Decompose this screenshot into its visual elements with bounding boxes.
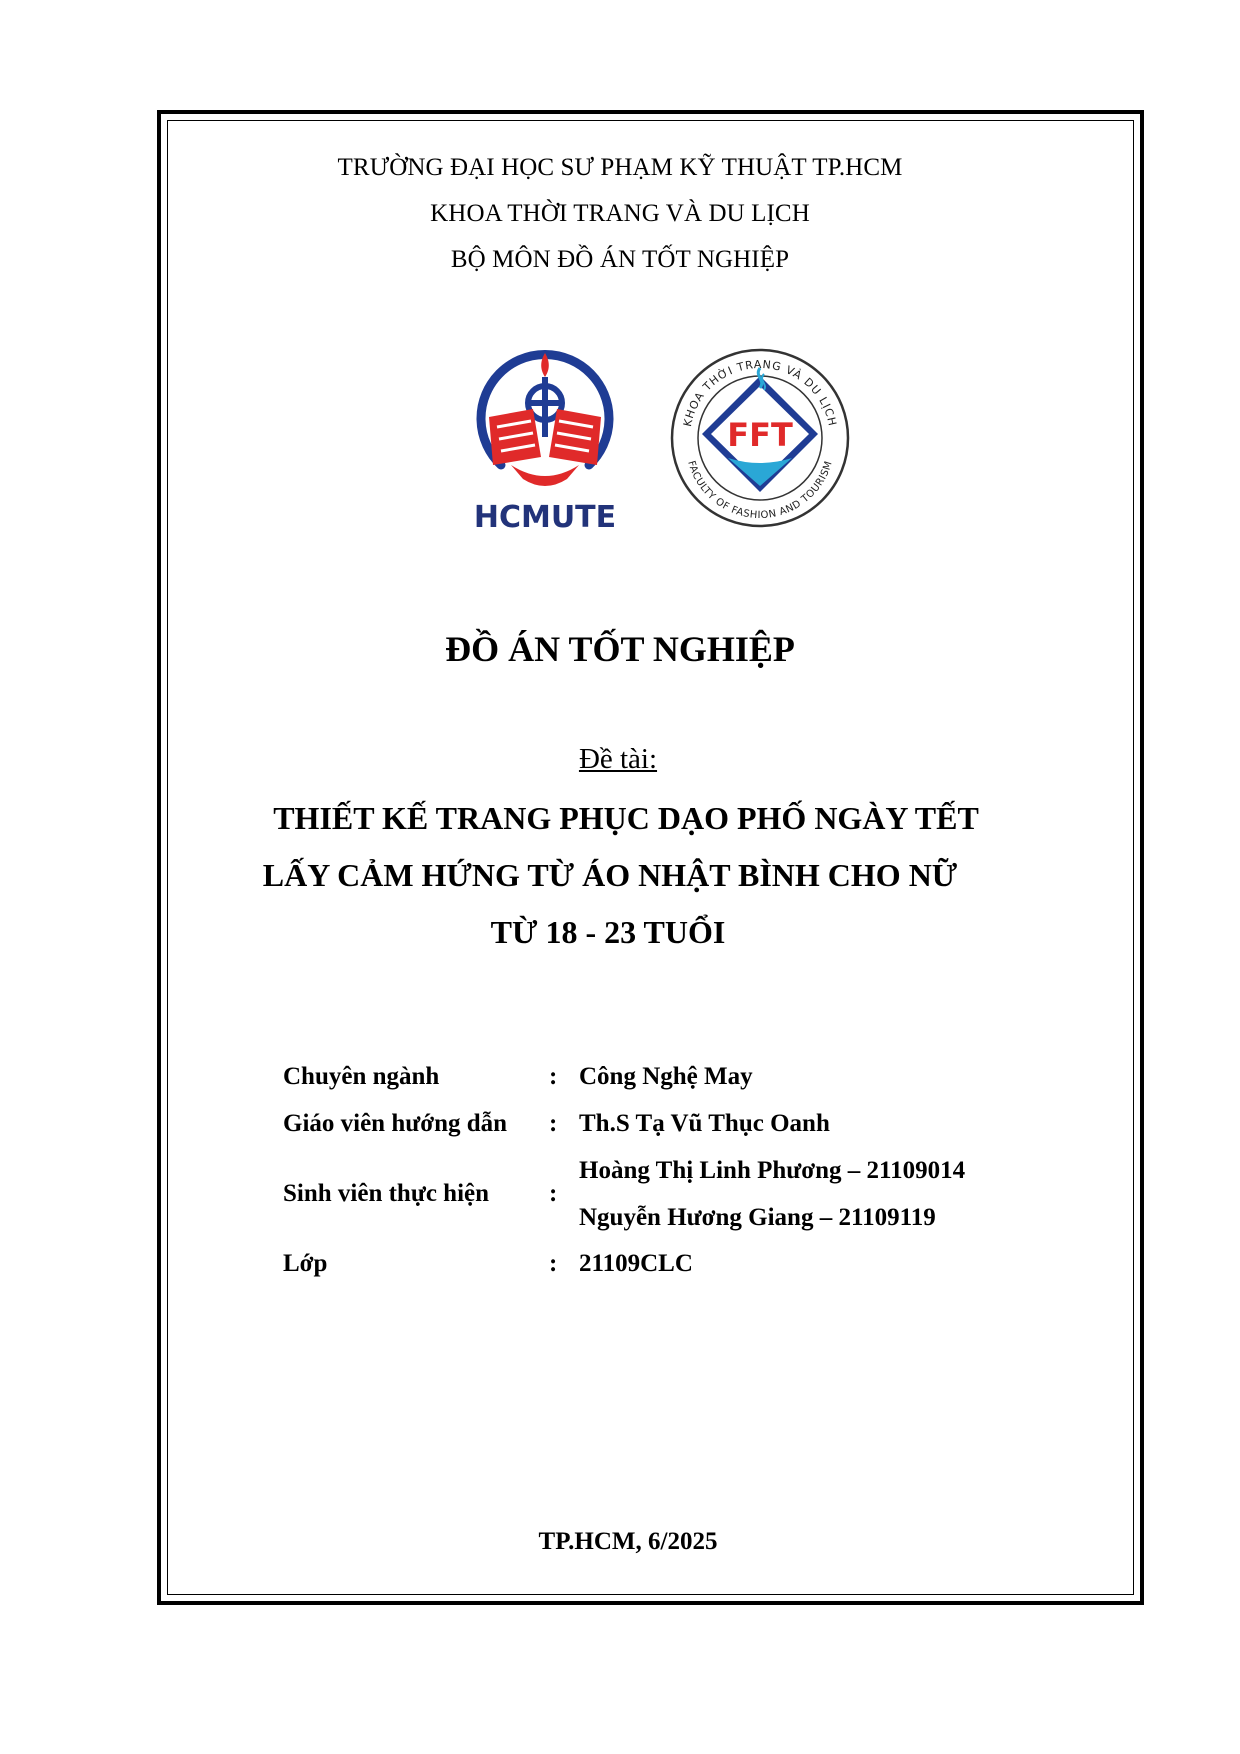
place-date: TP.HCM, 6/2025 [538, 1528, 718, 1555]
student-1: Hoàng Thị Linh Phương – 21109014 [579, 1157, 966, 1184]
fft-logo [668, 346, 852, 531]
advisor-colon: : [549, 1110, 558, 1137]
document-title: ĐỒ ÁN TỐT NGHIỆP [445, 629, 795, 669]
topic-line-3: TỪ 18 - 23 TUỔI [490, 914, 726, 950]
topic-line-1: THIẾT KẾ TRANG PHỤC DẠO PHỐ NGÀY TẾT [273, 800, 979, 836]
university-name: TRƯỜNG ĐẠI HỌC SƯ PHẠM KỸ THUẬT TP.HCM [337, 154, 903, 181]
fft-logo-text: FFT [727, 416, 793, 454]
hcmute-logo [471, 347, 619, 532]
student-2: Nguyễn Hương Giang – 21109119 [579, 1204, 936, 1231]
department-name: BỘ MÔN ĐỒ ÁN TỐT NGHIỆP [450, 246, 790, 273]
students-label: Sinh viên thực hiện [283, 1180, 490, 1207]
fft-ring-bottom-text: FACULTY OF FASHION AND TOURISM [685, 459, 835, 522]
advisor-label: Giáo viên hướng dẫn [283, 1110, 508, 1137]
hcmute-logo-text: HCMUTE [473, 500, 617, 532]
faculty-name: KHOA THỜI TRANG VÀ DU LỊCH [430, 200, 810, 227]
fft-ring-top-text: KHOA THỜI TRANG VÀ DU LỊCH [680, 357, 840, 428]
students-colon: : [549, 1180, 558, 1207]
topic-label: Đề tài: [578, 743, 658, 775]
class-colon: : [549, 1250, 558, 1277]
advisor-value: Th.S Tạ Vũ Thục Oanh [579, 1110, 830, 1137]
class-value: 21109CLC [579, 1250, 693, 1277]
class-label: Lớp [283, 1250, 328, 1277]
major-value: Công Nghệ May [579, 1063, 753, 1090]
major-label: Chuyên ngành [283, 1063, 440, 1090]
major-colon: : [549, 1063, 558, 1090]
topic-line-2: LẤY CẢM HỨNG TỪ ÁO NHẬT BÌNH CHO NỮ [262, 857, 958, 893]
